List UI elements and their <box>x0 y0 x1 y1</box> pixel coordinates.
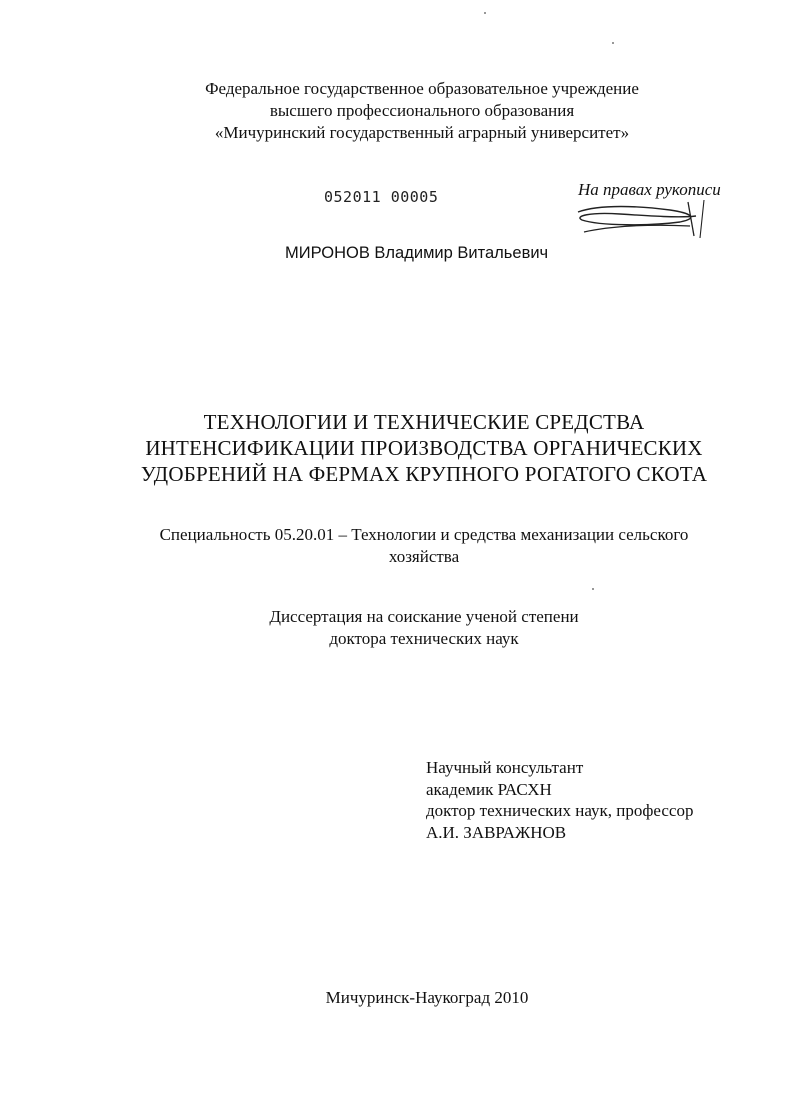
specialty-line-1: Специальность 05.20.01 – Технологии и средства механизации сельского <box>159 525 689 544</box>
scan-speck <box>592 588 594 590</box>
scan-speck <box>484 12 486 14</box>
signature-scribble <box>570 196 710 240</box>
place-year: Мичуринск-Наукоград 2010 <box>325 988 529 1007</box>
manuscript-note: На правах рукописи <box>578 180 721 199</box>
specialty-line-2: хозяйства <box>388 547 460 566</box>
title-line-1: ТЕХНОЛОГИИ И ТЕХНИЧЕСКИЕ СРЕДСТВА <box>203 410 645 434</box>
institution-line-2: высшего профессионального образования <box>269 101 575 120</box>
advisor-name: А.И. ЗАВРАЖНОВ <box>426 823 567 842</box>
institution-line-3: «Мичуринский государственный аграрный университет» <box>214 123 630 142</box>
advisor-degree: доктор технических наук, профессор <box>426 801 694 820</box>
dissertation-line-2: доктора технических наук <box>329 629 519 648</box>
scan-speck <box>612 42 614 44</box>
author-name: МИРОНОВ Владимир Витальевич <box>285 244 549 262</box>
institution-line-1: Федеральное государственное образовательное учреждение <box>205 79 639 98</box>
advisor-rank: академик РАСХН <box>426 780 552 799</box>
advisor-role: Научный консультант <box>426 758 584 777</box>
dissertation-line-1: Диссертация на соискание ученой степени <box>269 607 579 626</box>
registration-code: 052011 00005 <box>324 188 439 206</box>
title-line-2: ИНТЕНСИФИКАЦИИ ПРОИЗВОДСТВА ОРГАНИЧЕСКИХ <box>145 436 703 460</box>
title-line-3: УДОБРЕНИЙ НА ФЕРМАХ КРУПНОГО РОГАТОГО СКОТА <box>140 462 708 486</box>
